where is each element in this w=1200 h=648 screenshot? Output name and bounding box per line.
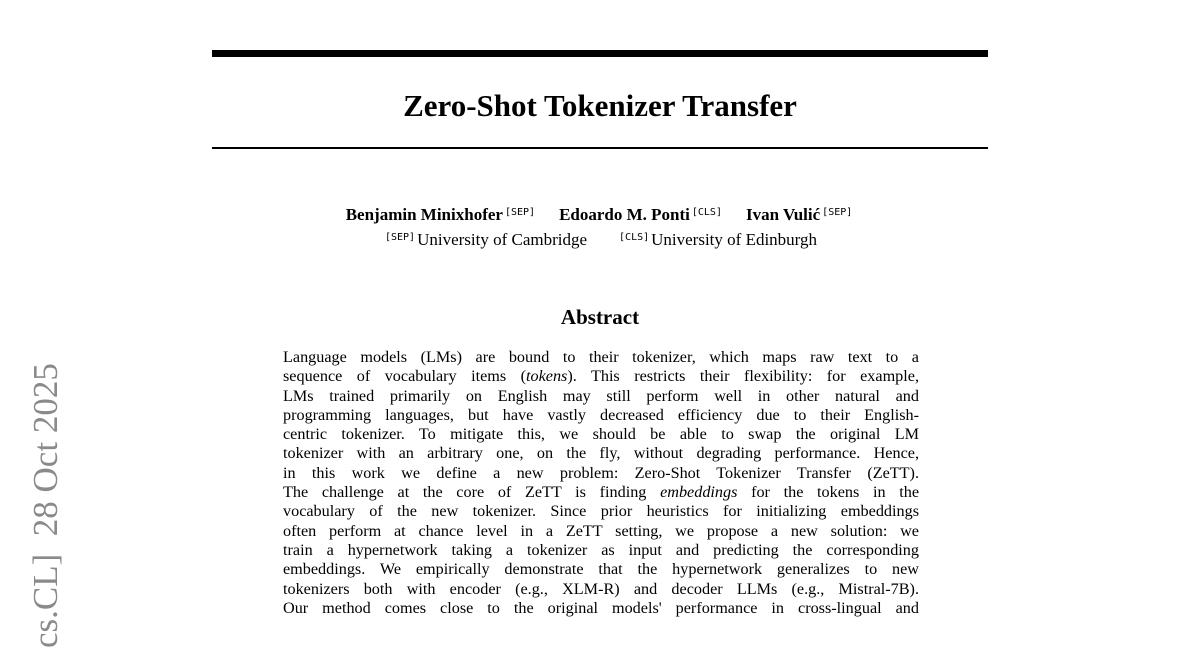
- abstract-line: in this work we define a new problem: Zero-Shot Tokenizer Transfer (ZeTT).: [283, 463, 919, 482]
- abstract-body: [283, 348, 919, 618]
- author-name: Edoardo M. Ponti: [559, 205, 690, 224]
- author-affiliation-tag: [CLS]: [691, 207, 722, 218]
- author-affiliation-tag: [SEP]: [822, 207, 853, 218]
- title-rule: [212, 147, 988, 149]
- abstract-line: programming languages, but have vastly decreased efficiency due to their English-: [283, 405, 919, 424]
- affiliation-name: University of Cambridge: [417, 230, 588, 249]
- author-list: [212, 201, 988, 227]
- author-name: Benjamin Minixhofer: [345, 205, 503, 224]
- affiliation-tag: [CLS]: [619, 232, 650, 243]
- abstract-line: tokenizers both with encoder (e.g., XLM-R) and decoder LLMs (e.g., Mistral-7B).: [283, 579, 919, 598]
- abstract-line: vocabulary of the new tokenizer. Since prior heuristics for initializing embeddings: [283, 502, 919, 521]
- abstract-line: The challenge at the core of ZeTT is finding embeddings for the tokens in the: [283, 483, 920, 502]
- abstract-line: embeddings. We empirically demonstrate that the hypernetwork generalizes to new: [283, 560, 919, 579]
- affiliation-tag: [SEP]: [384, 232, 416, 243]
- abstract-line: sequence of vocabulary items (tokens). This restricts their flexibility: for example,: [283, 367, 919, 386]
- author-name: Ivan Vulić: [745, 205, 821, 224]
- affiliation-name: University of Edinburgh: [651, 230, 818, 249]
- abstract-line: Our method comes close to the original models' performance in cross-lingual and: [283, 598, 919, 617]
- arxiv-stamp: cs.CL] 28 Oct 2025: [26, 363, 65, 648]
- abstract-line: LMs trained primarily on English may still perform well in other natural and: [283, 386, 919, 405]
- paper-title: Zero-Shot Tokenizer Transfer: [403, 88, 797, 123]
- abstract-heading: Abstract: [560, 305, 640, 329]
- top-rule: [212, 50, 988, 57]
- affiliation-list: [212, 226, 988, 252]
- abstract-line: centric tokenizer. To mitigate this, we should be able to swap the original LM: [283, 425, 919, 444]
- author-affiliation-tag: [SEP]: [504, 207, 536, 218]
- abstract-line: often perform at chance level in a ZeTT setting, we propose a new solution: we: [283, 521, 919, 540]
- abstract-line: train a hypernetwork taking a tokenizer as input and predicting the corresponding: [283, 540, 919, 559]
- abstract-line: tokenizer with an arbitrary one, on the fly, without degrading performance. Hence,: [283, 444, 919, 463]
- abstract-line: Language models (LMs) are bound to their tokenizer, which maps raw text to a: [283, 348, 919, 366]
